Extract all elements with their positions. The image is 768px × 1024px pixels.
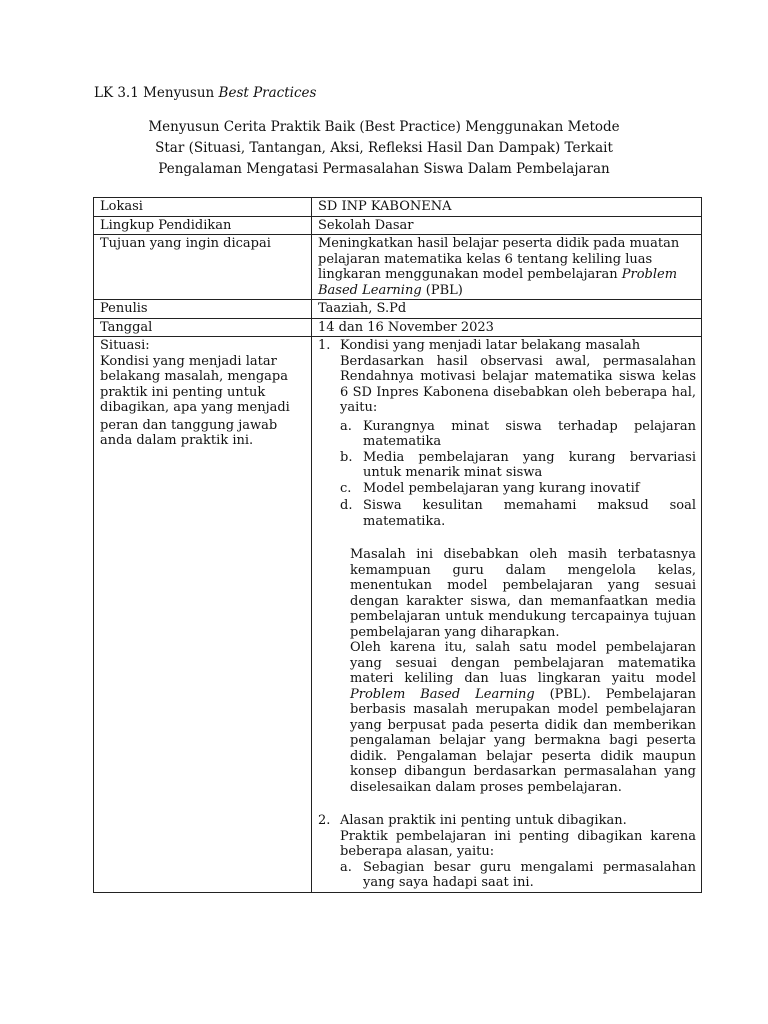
cause-item — [340, 481, 696, 497]
row-tujuan — [94, 235, 702, 300]
item2-body: Praktik pembelajaran ini penting dibagikan karena beberapa alasan, yaitu: — [340, 828, 696, 859]
cause-letter: a. — [340, 418, 352, 434]
item1-body: Berdasarkan hasil observasi awal, permasalahan Rendahnya motivasi belajar matematika siswa kelas 6 SD Inpres Kabonena disebabkan oleh beberapa hal, yaitu: — [340, 353, 696, 415]
cause-text: Siswa kesulitan memahami maksud soal matematika. — [363, 498, 696, 529]
practice-table — [93, 197, 702, 893]
row-situasi — [94, 337, 702, 893]
cause-text: Media pembelajaran yang kurang bervariasi untuk menarik minat siswa — [363, 449, 696, 480]
situasi-description-2: peran dan tanggung jawab anda dalam praktik ini. — [100, 417, 278, 448]
lokasi-value: SD INP KABONENA — [312, 198, 702, 217]
tujuan-model-name: Problem Based Learning — [318, 267, 678, 298]
row-tanggal — [94, 318, 702, 337]
situasi-label: Situasi: — [100, 338, 150, 353]
cause-letter: b. — [340, 449, 353, 465]
reason-letter: a. — [340, 859, 352, 875]
row-penulis — [94, 300, 702, 319]
document-title — [96, 117, 672, 180]
cause-item — [340, 450, 696, 481]
solution-text: Oleh karena itu, salah satu model pembelajaran yang sesuai dengan pembelajaran matematika materi keliling dan luas lingkaran yaitu model — [350, 640, 696, 686]
reason-item — [340, 860, 696, 891]
row-lingkup — [94, 216, 702, 235]
penulis-label: Penulis — [94, 300, 312, 319]
problem-paragraph: Masalah ini disebabkan oleh masih terbatasnya kemampuan guru dalam mengelola kelas, menentukan model pembelajaran yang sesuai dengan karakter siswa, dan memanfaatkan media pembelajaran untuk mendukung tercapainya tujuan pembelajaran yang diharapkan. — [350, 547, 696, 640]
cause-item — [340, 419, 696, 450]
tujuan-label: Tujuan yang ingin dicapai — [94, 235, 312, 300]
cause-letter: c. — [340, 480, 352, 496]
row-lokasi — [94, 198, 702, 217]
lingkup-value: Sekolah Dasar — [312, 216, 702, 235]
penulis-value: Taaziah, S.Pd — [312, 300, 702, 319]
situasi-content-cell — [312, 337, 702, 893]
worksheet-heading — [94, 86, 316, 102]
title-line-2: Star (Situasi, Tantangan, Aksi, Refleksi Hasil Dan Dampak) Terkait — [155, 140, 613, 156]
item2-heading: Alasan praktik ini penting untuk dibagikan. — [340, 813, 627, 828]
tujuan-abbrev: (PBL) — [425, 282, 463, 298]
solution-paragraph — [318, 640, 696, 795]
tujuan-value — [312, 235, 702, 300]
tujuan-text: Meningkatkan hasil belajar peserta didik pada muatan pelajaran matematika kelas 6 tentang keliling luas lingkaran menggunakan model pembelajaran — [318, 236, 680, 282]
situasi-label-cell — [94, 337, 312, 893]
lokasi-label: Lokasi — [94, 198, 312, 217]
list-item-1 — [318, 338, 696, 529]
list-item-2 — [318, 813, 696, 891]
worksheet-topic: Best Practices — [218, 85, 317, 101]
solution-model-name: Problem Based Learning — [350, 686, 535, 702]
list-number: 2. — [318, 813, 331, 828]
title-line-3: Pengalaman Mengatasi Permasalahan Siswa Dalam Pembelajaran — [158, 161, 610, 177]
title-line-1: Menyusun Cerita Praktik Baik (Best Practice) Menggunakan Metode — [148, 119, 620, 135]
cause-text: Model pembelajaran yang kurang inovatif — [363, 480, 640, 496]
cause-letter: d. — [340, 498, 353, 513]
cause-text: Kurangnya minat siswa terhadap pelajaran matematika — [363, 418, 696, 449]
cause-item — [340, 498, 696, 529]
tanggal-value: 14 dan 16 November 2023 — [312, 318, 702, 337]
list-number: 1. — [318, 338, 331, 353]
item1-heading: Kondisi yang menjadi latar belakang masalah — [340, 338, 641, 353]
tanggal-label: Tanggal — [94, 318, 312, 337]
solution-text-rest: (PBL). Pembelajaran berbasis masalah merupakan model pembelajaran yang berpusat pada peserta didik dan memberikan pengalaman belajar yang bermakna bagi peserta didik. Pengalaman belajar peserta didik maupun konsep dibangun berdasarkan permasalahan yang diselesaikan dalam proses pembelajaran. — [350, 686, 696, 795]
situasi-description-1: Kondisi yang menjadi latar belakang masalah, mengapa praktik ini penting untuk dibagikan, apa yang menjadi — [100, 353, 290, 415]
reason-text: Sebagian besar guru mengalami permasalahan yang saya hadapi saat ini. — [363, 859, 696, 890]
lingkup-label: Lingkup Pendidikan — [94, 216, 312, 235]
worksheet-label: LK 3.1 Menyusun — [94, 85, 215, 101]
